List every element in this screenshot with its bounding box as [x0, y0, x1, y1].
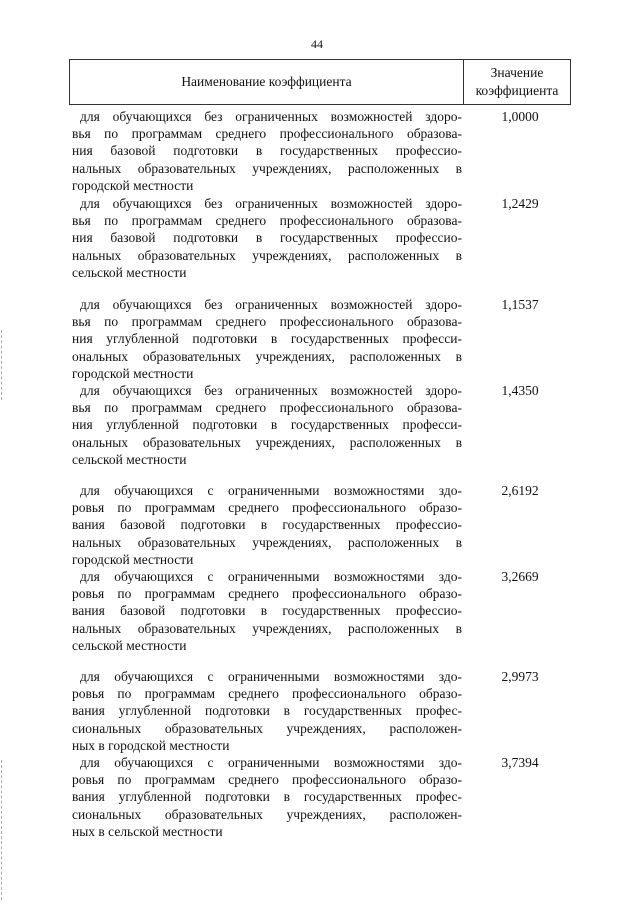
coefficient-description	[72, 382, 462, 468]
description-line: вания базовой подготовки в государственных профессио-	[72, 517, 462, 533]
description-line: для обучающихся с ограниченными возможностями здо-	[80, 483, 462, 498]
coefficient-value: 3,2669	[501, 569, 539, 584]
description-line: ных в городской местности	[72, 737, 230, 753]
description-line: вья по программам среднего профессионального образова-	[72, 126, 462, 142]
description-line: городской местности	[72, 551, 194, 567]
coefficient-value: 1,0000	[501, 109, 539, 124]
description-line: ровья по программам среднего профессионального образо-	[72, 772, 462, 788]
description-line: сельской местности	[72, 451, 187, 467]
description-line: ровья по программам среднего профессионального образо-	[72, 586, 462, 602]
coefficient-description	[72, 108, 462, 194]
description-line: ональных образовательных учреждениях, расположенных в	[72, 348, 462, 364]
description-line: нальных образовательных учреждениях, расположенных в	[72, 534, 462, 550]
description-line: для обучающихся с ограниченными возможностями здо-	[80, 669, 462, 684]
description-line: для обучающихся без ограниченных возможностей здоро-	[80, 109, 462, 124]
coefficient-value: 1,1537	[501, 297, 539, 312]
header-value-line1: Значение	[490, 65, 544, 80]
coefficient-description	[72, 568, 462, 654]
coefficient-description	[72, 195, 462, 281]
coefficient-description	[72, 754, 462, 840]
description-line: сельской местности	[72, 264, 187, 280]
description-line: ональных образовательных учреждениях, расположенных в	[72, 434, 462, 450]
description-line: вания углубленной подготовки в государственных профес-	[72, 703, 462, 719]
description-line: ния базовой подготовки в государственных профессио-	[72, 230, 462, 246]
description-line: сиональных образовательных учреждениях, расположен-	[72, 806, 462, 822]
header-value-line2: коэффициента	[475, 83, 559, 98]
page-number: 44	[311, 37, 323, 51]
description-line: ровья по программам среднего профессионального образо-	[72, 686, 462, 702]
coefficient-value: 1,2429	[501, 196, 539, 211]
description-line: ния базовой подготовки в государственных профессио-	[72, 143, 462, 159]
coefficient-value: 2,9973	[501, 669, 539, 684]
header-coefficient-name: Наименование коэффициента	[70, 60, 464, 104]
description-line: ровья по программам среднего профессионального образо-	[72, 500, 462, 516]
description-line: городской местности	[72, 365, 194, 381]
table-header	[69, 59, 571, 105]
coefficient-value: 1,4350	[501, 383, 539, 398]
coefficient-description	[72, 482, 462, 568]
coefficient-description	[72, 296, 462, 382]
coefficient-value: 3,7394	[501, 755, 539, 770]
description-line: вья по программам среднего профессионального образова-	[72, 213, 462, 229]
description-line: ния углубленной подготовки в государственных професси-	[72, 331, 462, 347]
description-line: вания углубленной подготовки в государственных профес-	[72, 789, 462, 805]
description-line: нальных образовательных учреждениях, расположенных в	[72, 247, 462, 263]
coefficient-description	[72, 668, 462, 754]
description-line: сельской местности	[72, 637, 187, 653]
description-line: нальных образовательных учреждениях, расположенных в	[72, 160, 462, 176]
description-line: для обучающихся без ограниченных возможностей здоро-	[80, 383, 462, 398]
description-line: городской местности	[72, 177, 194, 193]
header-coefficient-value	[464, 60, 570, 104]
description-line: нальных образовательных учреждениях, расположенных в	[72, 620, 462, 636]
description-line: вья по программам среднего профессионального образова-	[72, 314, 462, 330]
coefficient-value: 2,6192	[501, 483, 539, 498]
description-line: ных в сельской местности	[72, 823, 223, 839]
description-line: сиональных образовательных учреждениях, расположен-	[72, 720, 462, 736]
description-line: для обучающихся без ограниченных возможностей здоро-	[80, 297, 462, 312]
description-line: вья по программам среднего профессионального образова-	[72, 400, 462, 416]
scan-margin-mark	[1, 760, 2, 900]
scan-margin-mark	[1, 330, 2, 400]
description-line: ния углубленной подготовки в государственных професси-	[72, 417, 462, 433]
description-line: для обучающихся с ограниченными возможностями здо-	[80, 755, 462, 770]
description-line: для обучающихся с ограниченными возможностями здо-	[80, 569, 462, 584]
description-line: вания базовой подготовки в государственных профессио-	[72, 603, 462, 619]
description-line: для обучающихся без ограниченных возможностей здоро-	[80, 196, 462, 211]
